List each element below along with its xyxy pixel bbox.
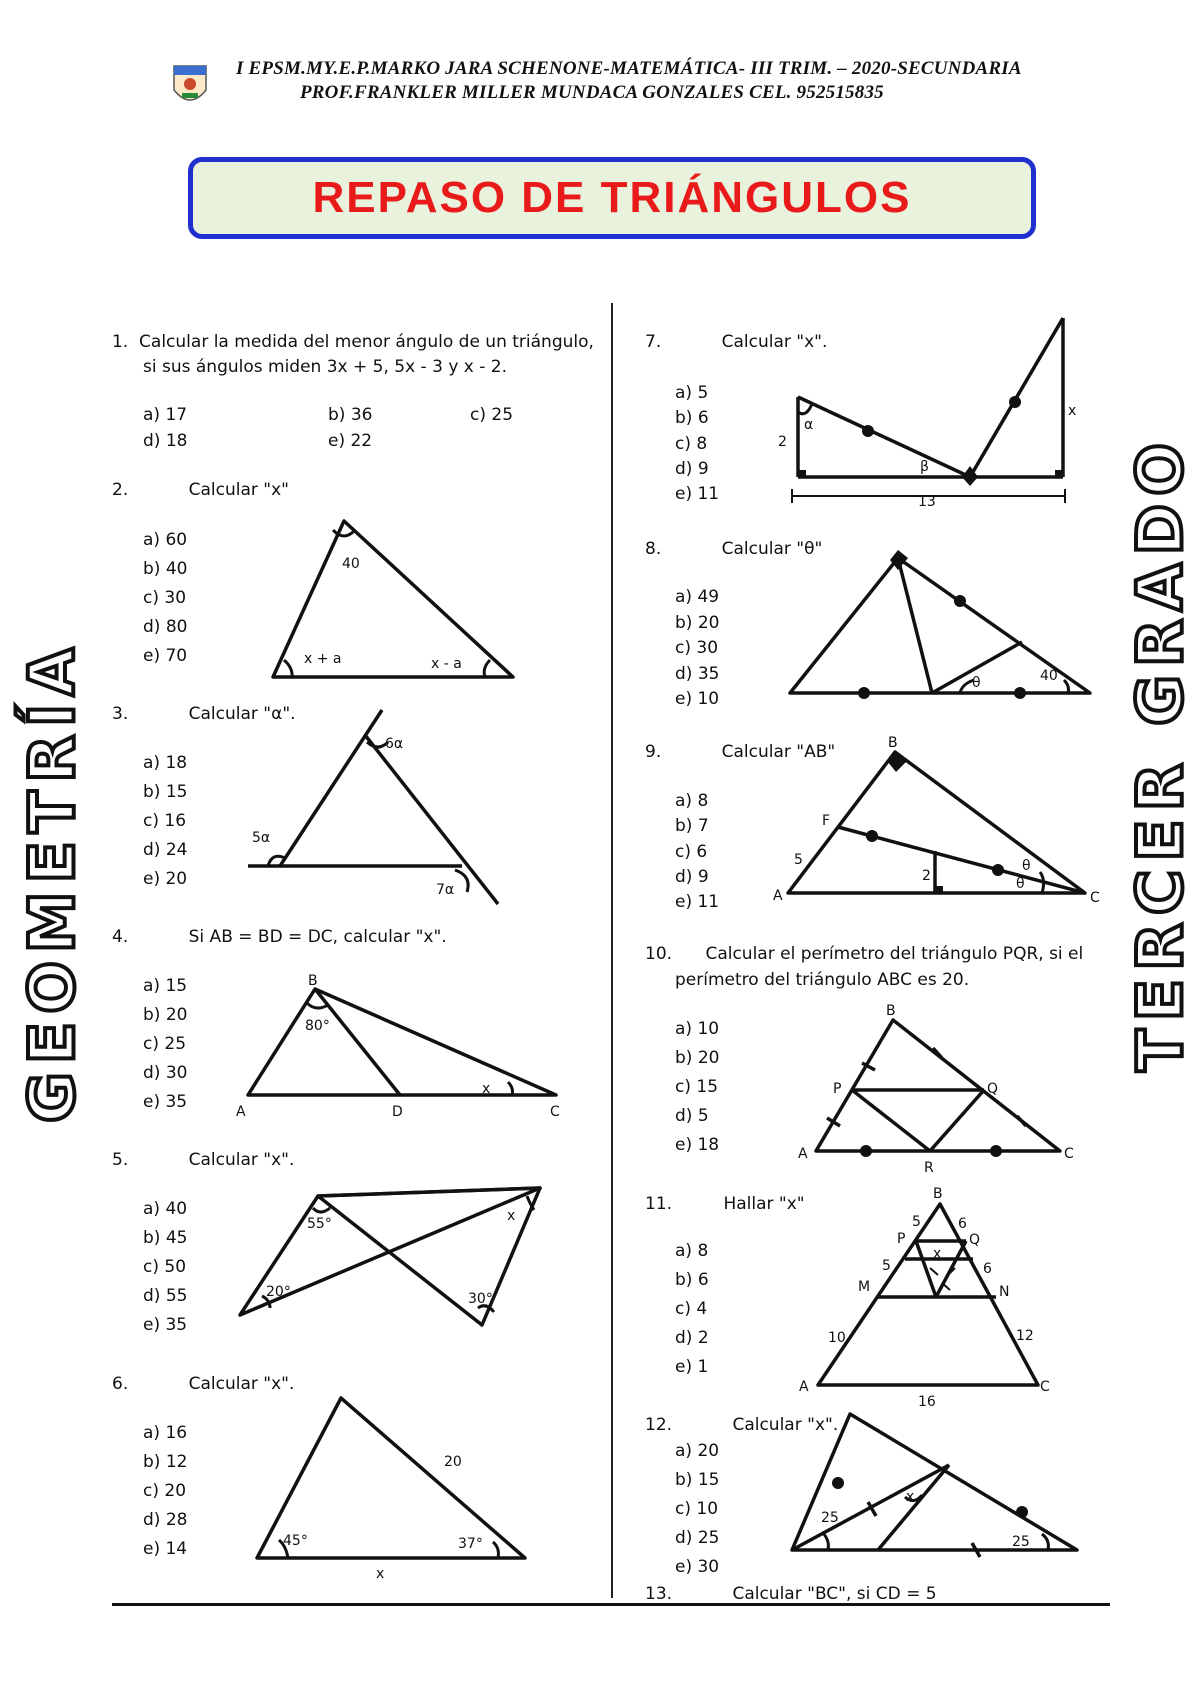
option-b: b) 36 — [328, 405, 373, 425]
midpoint-dot — [862, 425, 874, 437]
option-d: d) 5 — [675, 1106, 709, 1126]
angle-label: 55° — [307, 1216, 332, 1232]
option-c: c) 15 — [675, 1077, 719, 1097]
angle-label: θ — [1022, 858, 1031, 874]
option-d: d) 80 — [143, 617, 188, 637]
header-line-1: I EPSM.MY.E.P.MARKO JARA SCHENONE-MATEMÁTICA- III TRIM. – 2020-SECUNDARIA — [236, 58, 1022, 79]
right-angle-mark — [798, 470, 806, 477]
option-a: a) 20 — [675, 1441, 720, 1461]
question-text: Calcular "AB" — [721, 742, 836, 762]
line — [930, 1090, 984, 1151]
unknown-label: x — [933, 1246, 942, 1262]
question-text: Calcular "x" — [188, 480, 290, 500]
option-d: d) 24 — [143, 840, 188, 860]
vertex-label-r: R — [924, 1160, 934, 1176]
question-6 — [112, 1372, 294, 1397]
question-number: 6. — [112, 1374, 129, 1394]
angle-label: θ — [1016, 876, 1025, 892]
option-b: b) 20 — [143, 1005, 188, 1025]
midpoint-dot — [1016, 1506, 1028, 1518]
side-label: x — [1068, 403, 1077, 419]
question-text: Calcular la medida del menor ángulo de un triángulo, — [139, 332, 594, 352]
option-e: e) 11 — [675, 484, 720, 504]
question-number: 8. — [645, 539, 662, 559]
question-12 — [645, 1413, 838, 1438]
option-d: d) 2 — [675, 1328, 709, 1348]
midpoint-dot — [1009, 396, 1021, 408]
midpoint-dot — [832, 1477, 844, 1489]
question-text: Calcular "BC", si CD = 5 — [732, 1584, 937, 1604]
question-9 — [645, 740, 835, 765]
vertex-label-d: D — [392, 1104, 403, 1120]
option-a: a) 17 — [143, 405, 188, 425]
vertex-label-q: Q — [969, 1232, 981, 1248]
angle-arc — [493, 1542, 498, 1558]
vertex-label-b: B — [933, 1186, 943, 1202]
side-label: 20 — [444, 1454, 462, 1470]
triangle-abc — [816, 1020, 1060, 1151]
angle-arc — [313, 1208, 330, 1212]
option-d: d) 18 — [143, 431, 188, 451]
option-c: c) 10 — [675, 1499, 719, 1519]
angle-arc — [822, 1532, 828, 1550]
vertex-label-p: P — [833, 1081, 842, 1097]
vertex-label-p: P — [897, 1231, 906, 1247]
angle-label: x - a — [431, 656, 462, 672]
angle-label: 20° — [266, 1284, 291, 1300]
option-b: b) 20 — [675, 1048, 720, 1068]
option-a: a) 8 — [675, 1241, 709, 1261]
question-number: 13. — [645, 1584, 673, 1604]
angle-label: x — [906, 1489, 915, 1505]
vertex-label-b: B — [308, 973, 318, 989]
option-b: b) 6 — [675, 1270, 709, 1290]
question-text: Calcular "α". — [188, 704, 296, 724]
option-b: b) 7 — [675, 816, 709, 836]
option-a: a) 18 — [143, 753, 188, 773]
question-number: 2. — [112, 480, 129, 500]
option-c: c) 25 — [143, 1034, 187, 1054]
angle-label: α — [804, 417, 814, 433]
option-b: b) 6 — [675, 408, 709, 428]
question-11 — [645, 1192, 805, 1217]
option-e: e) 1 — [675, 1357, 709, 1377]
angle-label: x + a — [304, 651, 342, 667]
question-3 — [112, 702, 296, 727]
side-label: 2 — [922, 868, 931, 884]
vertex-label-m: M — [858, 1279, 871, 1295]
option-c: c) 30 — [675, 638, 719, 658]
question-8 — [645, 537, 822, 562]
question-5 — [112, 1148, 294, 1173]
side-label: x — [376, 1566, 385, 1582]
line — [280, 710, 382, 866]
angle-arc — [508, 1082, 513, 1095]
vertex-label-c: C — [1090, 890, 1100, 906]
question-4 — [112, 925, 447, 950]
side-label: 6 — [983, 1261, 992, 1277]
option-a: a) 15 — [143, 976, 188, 996]
tick-mark — [930, 1268, 938, 1275]
question-text: Hallar "x" — [723, 1194, 805, 1214]
option-b: b) 12 — [143, 1452, 188, 1472]
question-text: Calcular "x". — [721, 332, 828, 352]
option-b: b) 20 — [675, 613, 720, 633]
question-1 — [112, 330, 594, 355]
option-b: b) 15 — [675, 1470, 720, 1490]
question-13 — [645, 1582, 937, 1607]
option-b: b) 45 — [143, 1228, 188, 1248]
option-e: e) 14 — [143, 1539, 188, 1559]
page-title-box — [188, 157, 1036, 239]
angle-label: 6α — [385, 736, 404, 752]
angle-label: 80° — [305, 1018, 330, 1034]
bottom-rule — [112, 1603, 1110, 1606]
right-angle-mark — [935, 886, 943, 893]
vertex-label-q: Q — [987, 1081, 999, 1097]
option-c: c) 4 — [675, 1299, 708, 1319]
vertex-label-b: B — [888, 735, 898, 751]
question-10 — [645, 942, 1083, 967]
option-a: a) 8 — [675, 791, 709, 811]
option-e: e) 20 — [143, 869, 188, 889]
option-d: d) 25 — [675, 1528, 720, 1548]
question-text: Calcular "θ" — [721, 539, 823, 559]
question-number: 11. — [645, 1194, 673, 1214]
vertex-label-a: A — [798, 1146, 808, 1162]
option-c: c) 50 — [143, 1257, 187, 1277]
school-logo — [170, 60, 210, 110]
option-e: e) 70 — [143, 646, 188, 666]
angle-label: 40 — [1040, 668, 1058, 684]
vertex-label-a: A — [773, 888, 783, 904]
angle-arc — [484, 660, 490, 677]
option-e: e) 35 — [143, 1092, 188, 1112]
option-a: a) 10 — [675, 1019, 720, 1039]
line — [852, 1090, 930, 1151]
angle-label: 25 — [1012, 1534, 1030, 1550]
question-number: 4. — [112, 927, 129, 947]
side-label: 5 — [882, 1258, 891, 1274]
angle-label: x — [507, 1208, 516, 1224]
vertex-label-a: A — [236, 1104, 246, 1120]
angle-label: θ — [972, 675, 981, 691]
question-text: Calcular "x". — [188, 1150, 295, 1170]
tick-mark — [1017, 1116, 1026, 1126]
midpoint-dot — [954, 595, 966, 607]
option-b: b) 40 — [143, 559, 188, 579]
option-e: e) 10 — [675, 689, 720, 709]
option-e: e) 11 — [675, 892, 720, 912]
midpoint-dot — [866, 830, 878, 842]
option-d: d) 9 — [675, 867, 709, 887]
option-c: c) 6 — [675, 842, 708, 862]
midpoint-dot — [990, 1145, 1002, 1157]
vertex-label-a: A — [799, 1379, 809, 1395]
question-number: 7. — [645, 332, 662, 352]
question-7 — [645, 330, 827, 355]
question-text: Calcular "x". — [732, 1415, 839, 1435]
angle-label: 5α — [252, 830, 271, 846]
option-e: e) 30 — [675, 1557, 720, 1577]
angle-label: 7α — [436, 882, 455, 898]
side-label: 10 — [828, 1330, 846, 1346]
option-c: c) 20 — [143, 1481, 187, 1501]
question-number: 3. — [112, 704, 129, 724]
question-10-line-2: perímetro del triángulo ABC es 20. — [675, 970, 970, 990]
option-a: a) 16 — [143, 1423, 188, 1443]
option-d: d) 30 — [143, 1063, 188, 1083]
angle-arc — [798, 404, 812, 414]
option-c: c) 16 — [143, 811, 187, 831]
side-label: 13 — [918, 494, 936, 510]
question-number: 5. — [112, 1150, 129, 1170]
column-divider — [611, 303, 613, 1598]
option-a: a) 49 — [675, 587, 720, 607]
vertex-label-c: C — [1064, 1146, 1074, 1162]
option-d: d) 9 — [675, 459, 709, 479]
angle-label: 45° — [283, 1533, 308, 1549]
angle-label: x — [482, 1081, 491, 1097]
option-a: a) 60 — [143, 530, 188, 550]
angle-label: 25 — [821, 1510, 839, 1526]
question-2 — [112, 478, 289, 503]
page-title: REPASO DE TRIÁNGULOS — [312, 173, 912, 222]
angle-label: 30° — [468, 1291, 493, 1307]
side-label: 6 — [958, 1216, 967, 1232]
line — [878, 1465, 949, 1550]
question-number: 12. — [645, 1415, 673, 1435]
side-label: 16 — [918, 1394, 936, 1410]
side-label-right: TERCER GRADO — [1123, 435, 1197, 1072]
side-label: 5 — [912, 1214, 921, 1230]
midpoint-dot — [1014, 687, 1026, 699]
question-number: 10. — [645, 944, 673, 964]
triangle — [248, 989, 556, 1095]
option-e: e) 22 — [328, 431, 373, 451]
question-text: Calcular el perímetro del triángulo PQR, si el — [705, 944, 1084, 964]
vertex-label-f: F — [822, 813, 831, 829]
option-c: c) 30 — [143, 588, 187, 608]
side-label: 2 — [778, 434, 787, 450]
option-a: a) 5 — [675, 383, 709, 403]
option-d: d) 28 — [143, 1510, 188, 1530]
option-e: e) 18 — [675, 1135, 720, 1155]
side-label: 5 — [794, 852, 803, 868]
vertex-label-b: B — [886, 1003, 896, 1019]
angle-label: 40 — [342, 556, 360, 572]
option-c: c) 8 — [675, 434, 708, 454]
angle-label: β — [920, 459, 929, 475]
angle-label: 37° — [458, 1536, 483, 1552]
question-text: Si AB = BD = DC, calcular "x". — [188, 927, 447, 947]
line — [798, 397, 970, 477]
angle-arc — [455, 870, 468, 892]
option-d: d) 55 — [143, 1286, 188, 1306]
midpoint-dot — [992, 864, 1004, 876]
option-d: d) 35 — [675, 664, 720, 684]
angle-arc — [1042, 1534, 1048, 1550]
option-c: c) 25 — [470, 405, 514, 425]
vertex-label-c: C — [550, 1104, 560, 1120]
right-angle-mark — [1055, 470, 1063, 477]
midpoint-dot — [858, 687, 870, 699]
question-number: 1. — [112, 332, 129, 352]
header-line-2: PROF.FRANKLER MILLER MUNDACA GONZALES CEL. 952515835 — [300, 82, 884, 103]
option-e: e) 35 — [143, 1315, 188, 1335]
question-1-line-2: si sus ángulos miden 3x + 5, 5x - 3 y x - 2. — [143, 357, 508, 377]
vertex-label-c: C — [1040, 1379, 1050, 1395]
question-number: 9. — [645, 742, 662, 762]
vertex-label-n: N — [999, 1284, 1010, 1300]
angle-arc — [284, 660, 292, 677]
line — [365, 735, 498, 904]
side-label: 12 — [1016, 1328, 1034, 1344]
option-b: b) 15 — [143, 782, 188, 802]
question-text: Calcular "x". — [188, 1374, 295, 1394]
option-a: a) 40 — [143, 1199, 188, 1219]
midpoint-dot — [860, 1145, 872, 1157]
angle-arc — [1064, 680, 1069, 693]
side-label-left: GEOMETRÍA — [15, 639, 89, 1124]
